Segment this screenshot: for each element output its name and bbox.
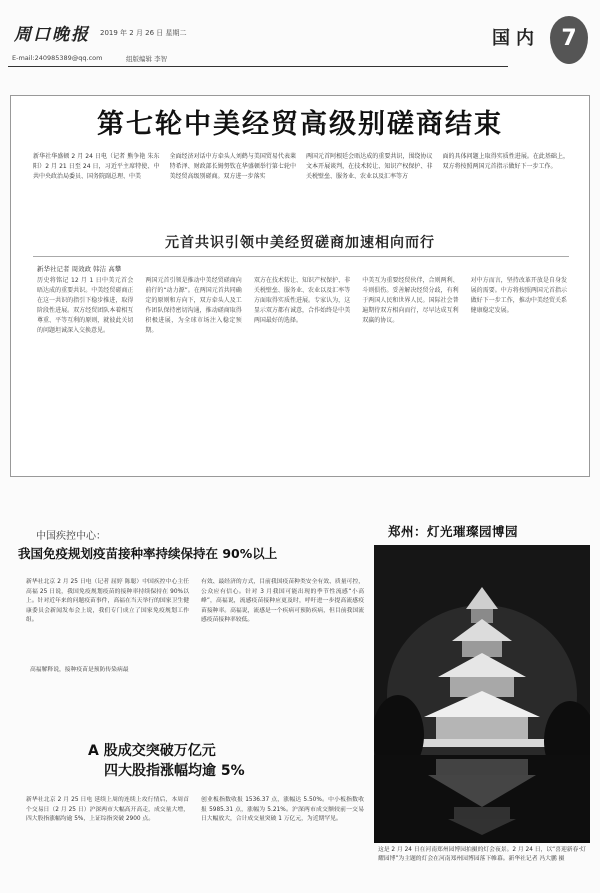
lead-intro	[33, 152, 569, 222]
contact-email: E-mail:240985389@qq.com	[12, 54, 103, 62]
story2-kicker: 中国疾控中心：	[36, 531, 106, 542]
story2-column: 新华社北京 2 月 25 日电（记者 屈婷 陈聪）中国疾控中心主任高福 25 日说，我国免疫规划疫苗的接种率持续保持在 90%以上。针对近年来的问题疫苗事件，高福在当天举行的国家卫生健康委员会新闻发布会上说，我们专门成立了国家免疫规划工作组。	[26, 579, 189, 623]
lead-intro-column: 新华社华盛顿 2 月 24 日电（记者 熊争艳 朱东阳）2 月 21 日至 24 日，习近平主席特使、中共中央政治局委员、国务院副总理、中美	[33, 153, 160, 180]
story3-column: 创业板指数收报 1536.37 点，涨幅达 5.50%。中小板指数收报 5985.31 点，涨幅为 5.21%。沪深两市成交额较前一交易日大幅放大，合计成交量突破 1 万亿元，为近期罕见。	[201, 797, 364, 822]
masthead	[8, 14, 592, 72]
story3-headline-line2: 四大股指涨幅均逾 5%	[104, 763, 245, 779]
pagoda-illustration	[374, 545, 590, 843]
issue-date: 2019 年 2 月 26 日 星期二	[100, 29, 187, 37]
lead-intro-column: 全面经济对话中方牵头人刘鹤与美国贸易代表莱特希泽、财政部长姆努钦在华盛顿举行第七轮中美经贸高级别磋商。双方进一步落实	[169, 153, 296, 180]
lead-intro-column: 面的具体问题上取得实质性进展。在此基础上，双方将按照两国元首指示做好下一步工作。	[442, 153, 569, 170]
header-rule	[8, 66, 508, 67]
lead-body-column: 两国元首引领是推动中美经贸磋商向前行的“动力源”。在两国元首共同确定的原则和方向下，双方牵头人及工作团队保持密切沟通，推动磋商取得积极进展，为全球市场注入稳定预期。	[145, 277, 242, 334]
lead-body-column: 历史将铭记 12 月 1 日中美元首会晤达成的重要共识。中美经贸磋商正在这一共识的指引下稳步推进，取得阶段性进展。双方经贸团队本着相互尊重、平等互利的原则，就彼此关切的问题坦诚深入交换意见。	[37, 277, 134, 334]
page-number-badge: 7	[550, 16, 588, 64]
section-name: 国内	[492, 28, 540, 49]
story2-body	[26, 578, 364, 664]
story2-tail: 高福解释说，接种疫苗是预防传染病最	[30, 667, 129, 673]
photo-caption: 这是 2 月 24 日在河南郑州园博园拍摄的灯会夜景。2 月 24 日，以“喜迎新春·灯耀园博”为主题的灯会在河南郑州园博园落下帷幕。新华社记者 冯大鹏 摄	[378, 847, 586, 862]
subheadline-rule	[33, 256, 569, 257]
photo-story-headline: 郑州：灯光璀璨园博园	[388, 524, 519, 539]
editor-credit: 组版编辑 李智	[126, 55, 168, 63]
lead-intro-column: 两国元首阿根廷会晤达成的重要共识，围绕协议文本开展谈判，在技术转让、知识产权保护、非关税壁垒、服务业、农业以及汇率等方	[306, 153, 433, 180]
lead-subheadline: 元首共识引领中美经贸磋商加速相向而行	[165, 235, 435, 251]
lead-body	[37, 276, 567, 468]
lead-headline: 第七轮中美经贸高级别磋商结束	[97, 109, 503, 140]
lead-byline: 新华社记者 周效政 韩洁 高攀	[37, 265, 122, 273]
lead-body-column: 双方在技术转让、知识产权保护、非关税壁垒、服务业、农业以及汇率等方面取得实质性进展。专家认为，这显示双方都有诚意，合作始终是中美两国最好的选择。	[253, 277, 351, 324]
story3-body	[26, 796, 364, 882]
lead-body-column: 中美互为重要经贸伙伴，合则两利、斗则俱伤。妥善解决经贸分歧，有利于两国人民和世界人民。国际社会普遍期待双方相向而行，尽早达成互利双赢的协议。	[362, 277, 459, 324]
newspaper-logo: 周口晚报	[14, 25, 90, 45]
lead-body-column: 对中方而言，坚持改革开放是自身发展的需要。中方将按照两国元首指示做好下一步工作，推动中美经贸关系健康稳定发展。	[470, 277, 568, 314]
story3-column: 新华社北京 2 月 25 日电 延续上周的连续上攻行情后，本周首个交易日（2 月 25 日）沪深两市大幅高开高走，成交量大增，四大股指涨幅均逾 5%，上证综指突破 2900 点。	[26, 797, 189, 822]
story2-headline: 我国免疫规划疫苗接种率持续保持在 90%以上	[18, 546, 278, 561]
lead-story	[10, 95, 590, 477]
story2-column: 有效、最经济的方式，目前我国疫苗种类安全有效、质量可控，公众应有信心。针对 3 月我国可能出现的季节性流感“小高峰”，高福说，流感疫苗接种应更及时，呼吁进一步提高流感疫苗接种率。高福说，流感是一个疾病可预防疾病，但目前我国流感疫苗接种率较低。	[201, 579, 364, 623]
pagoda-night-photo	[374, 545, 590, 843]
story3-headline: A 股成交突破万亿元	[88, 743, 216, 759]
